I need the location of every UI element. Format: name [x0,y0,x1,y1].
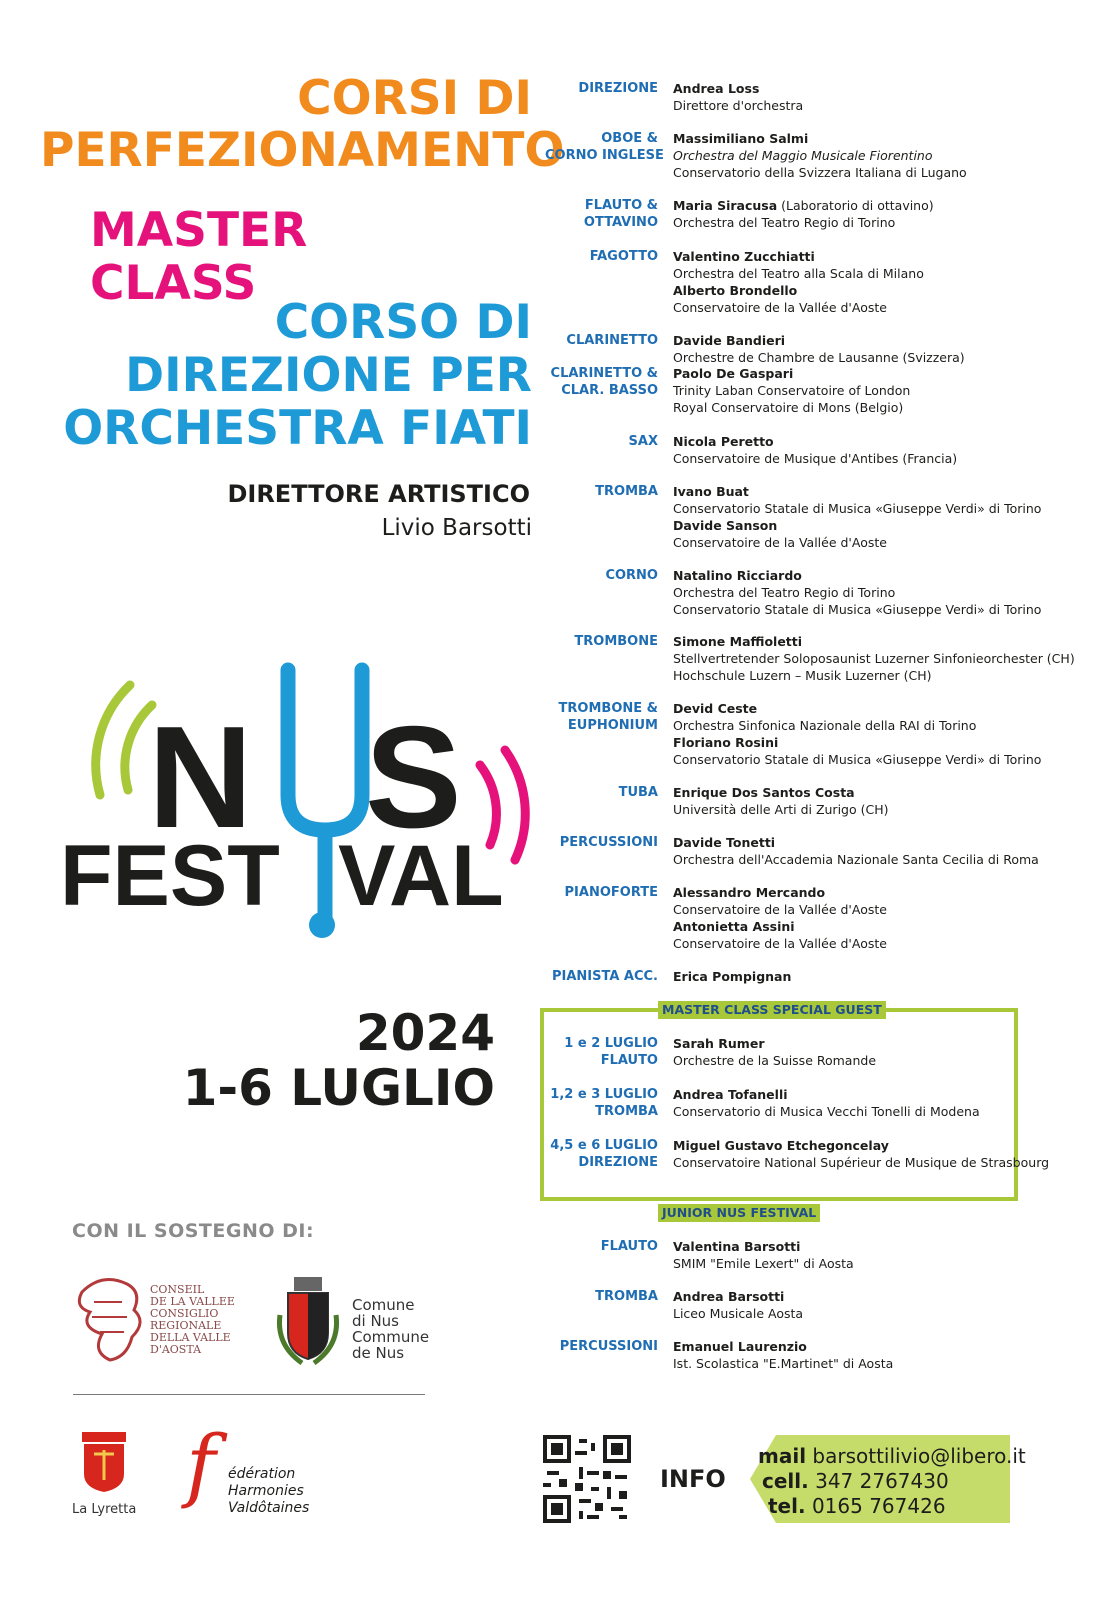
instrument-label: TROMBA [595,1289,658,1304]
teacher-name: Alessandro Mercando [673,885,826,900]
teacher-name: Floriano Rosini [673,735,779,750]
teacher-details [673,1338,1073,1372]
qr-code-icon[interactable] [543,1435,631,1523]
teacher-name: Devid Ceste [673,701,758,716]
master-title-line1: MASTER [90,203,308,258]
teacher-name: Valentina Barsotti [673,1239,801,1254]
teacher-details [673,968,1073,985]
teacher-name: Valentino Zucchiatti [673,249,815,264]
teacher-affiliation: Conservatorio Statale di Musica «Giuseppe Verdi» di Torino [673,752,1042,767]
teacher-affiliation: Orchestra del Maggio Musicale Fiorentino [673,148,933,163]
teacher-details [673,1238,1073,1272]
logo-s: S [365,696,462,858]
teacher-details [673,433,1073,467]
teacher-name: Andrea Loss [673,81,760,96]
teacher-affiliation: Ist. Scolastica "E.Martinet" di Aosta [673,1356,894,1371]
teacher-name: Andrea Tofanelli [673,1087,788,1102]
teacher-details [673,248,1073,316]
teacher-name: Emanuel Laurenzio [673,1339,807,1354]
teacher-details [673,567,1073,618]
teacher-details [673,483,1073,551]
teacher-affiliation: Orchestra del Teatro Regio di Torino [673,585,896,600]
teacher-affiliation: Conservatoire National Supérieur de Musique de Strasbourg [673,1155,1050,1170]
instrument-label: TUBA [618,785,658,800]
teacher-name: Ivano Buat [673,484,749,499]
festival-year: 2024 [355,1004,495,1062]
comune-nus-crest-icon [272,1275,344,1367]
instrument-label: PERCUSSIONI [559,835,658,850]
teacher-affiliation: Orchestra del Teatro Regio di Torino [673,215,896,230]
instrument-label: TROMBONE & EUPHONIUM [558,701,658,733]
teacher-name: Sarah Rumer [673,1036,765,1051]
instrument-label: CORNO [605,568,658,583]
festival-dates: 1-6 LUGLIO [182,1059,495,1117]
corso-title-line2: DIREZIONE PER [125,348,532,403]
teacher-details [673,700,1073,768]
instrument-label: PIANISTA ACC. [551,969,658,984]
teacher-details [673,784,1073,818]
lyretta-crest-icon [80,1430,128,1494]
teacher-name: Andrea Barsotti [673,1289,785,1304]
teacher-affiliation: Conservatorio della Svizzera Italiana di Lugano [673,165,967,180]
teacher-details [673,884,1073,952]
teacher-affiliation: Conservatorio di Musica Vecchi Tonelli di Modena [673,1104,980,1119]
instrument-label: CLARINETTO & CLAR. BASSO [550,366,658,398]
teacher-name: Paolo De Gaspari [673,366,794,381]
instrument-label: PERCUSSIONI [559,1339,658,1354]
logo-n: N [148,696,253,858]
master-title-line2: CLASS [90,256,257,311]
teacher-affiliation: Hochschule Luzern – Musik Luzerner (CH) [673,668,932,683]
teacher-affiliation: Conservatorio Statale di Musica «Giuseppe Verdi» di Torino [673,501,1042,516]
teacher-affiliation: Orchestre de Chambre de Lausanne (Svizzera) [673,350,965,365]
teacher-details [673,1137,1073,1171]
instrument-label: FLAUTO [600,1239,658,1254]
instrument-label: 1,2 e 3 LUGLIO TROMBA [550,1087,658,1119]
teacher-affiliation: Trinity Laban Conservatoire of London [673,383,911,398]
corso-title-line3: ORCHESTRA FIATI [63,401,532,456]
teacher-name: Davide Bandieri [673,333,786,348]
info-mail[interactable]: mail barsottilivio@libero.it [758,1444,1026,1468]
teacher-affiliation: Orchestra dell'Accademia Nazionale Santa Cecilia di Roma [673,852,1039,867]
teacher-name: Enrique Dos Santos Costa [673,785,855,800]
teacher-details [673,365,1073,416]
teacher-name: Antonietta Assini [673,919,795,934]
instrument-label: FAGOTTO [589,249,658,264]
corsi-title-line1: CORSI DI [297,71,532,126]
teacher-name: Nicola Peretto [673,434,774,449]
teacher-name: Natalino Ricciardo [673,568,802,583]
teacher-details [673,332,1073,366]
teacher-details [673,834,1073,868]
corso-title-line1: CORSO DI [274,295,532,350]
direttore-artistico-title: DIRETTORE ARTISTICO [227,480,530,508]
teacher-affiliation: Orchestra Sinfonica Nazionale della RAI di Torino [673,718,977,733]
teacher-affiliation: Università delle Arti di Zurigo (CH) [673,802,889,817]
teacher-name: Massimiliano Salmi [673,131,809,146]
instrument-label: SAX [628,434,658,449]
instrument-label: 1 e 2 LUGLIO FLAUTO [564,1036,658,1068]
special-guest-tag: MASTER CLASS SPECIAL GUEST [658,1001,886,1019]
instrument-label: 4,5 e 6 LUGLIO DIREZIONE [550,1138,658,1170]
federation-f-icon: f [186,1418,216,1511]
instrument-label: CLARINETTO [566,333,658,348]
instrument-label: DIREZIONE [578,81,658,96]
conseil-text: CONSEIL DE LA VALLEE CONSIGLIO REGIONALE DELLA VALLE D'AOSTA [150,1283,235,1356]
teacher-affiliation: Royal Conservatoire di Mons (Belgio) [673,400,904,415]
teacher-affiliation: SMIM "Emile Lexert" di Aosta [673,1256,854,1271]
instrument-label: FLAUTO & OTTAVINO [583,198,658,230]
instrument-label: TROMBA [595,484,658,499]
info-cell[interactable]: cell. 347 2767430 [762,1469,949,1493]
teacher-affiliation: Orchestra del Teatro alla Scala di Milano [673,266,924,281]
teacher-affiliation: Conservatorio Statale di Musica «Giuseppe Verdi» di Torino [673,602,1042,617]
sostegno-heading: CON IL SOSTEGNO DI: [72,1220,315,1242]
teacher-affiliation: Conservatoire de la Vallée d'Aoste [673,535,887,550]
info-title: INFO [660,1465,726,1493]
teacher-name: Alberto Brondello [673,283,798,298]
instrument-label: TROMBONE [574,634,658,649]
instrument-label: OBOE & CORNO INGLESE [545,131,664,163]
teacher-affiliation: Orchestre de la Suisse Romande [673,1053,877,1068]
teacher-name: Maria Siracusa (Laboratorio di ottavino) [673,198,934,213]
logo-val: VAL [338,828,504,924]
teacher-affiliation: Liceo Musicale Aosta [673,1306,804,1321]
logo-graphic [60,655,530,945]
lion-crest-icon [72,1272,152,1364]
teacher-details [673,1288,1073,1322]
instrument-label: PIANOFORTE [564,885,658,900]
support-divider [73,1394,425,1395]
teacher-name: Simone Maffioletti [673,634,803,649]
comune-nus-text: Comune di Nus Commune de Nus [352,1296,430,1362]
teacher-details [673,1035,1073,1069]
direttore-artistico-name: Livio Barsotti [381,515,532,541]
nus-festival-logo [60,655,530,945]
info-tel[interactable]: tel. 0165 767426 [768,1494,946,1518]
teacher-affiliation: Conservatoire de la Vallée d'Aoste [673,902,887,917]
teacher-affiliation: Conservatoire de la Vallée d'Aoste [673,936,887,951]
federation-text: édération Harmonies Valdôtaines [228,1466,310,1516]
corsi-title-line2: PERFEZIONAMENTO [40,123,565,178]
teacher-affiliation: Stellvertretender Soloposaunist Luzerner Sinfonieorchester (CH) [673,651,1075,666]
teacher-details [673,197,1073,231]
teacher-name: Erica Pompignan [673,969,792,984]
teacher-details [673,80,1073,114]
teacher-affiliation: Conservatoire de la Vallée d'Aoste [673,300,887,315]
teacher-affiliation: Direttore d'orchestra [673,98,804,113]
teacher-details [673,633,1073,684]
teacher-name: Davide Tonetti [673,835,776,850]
teacher-name: Davide Sanson [673,518,778,533]
teacher-affiliation: Conservatoire de Musique d'Antibes (Francia) [673,451,958,466]
logo-fest: FEST [60,828,280,924]
teacher-details [673,130,1073,181]
teacher-details [673,1086,1073,1120]
lyretta-label: La Lyretta [72,1502,137,1517]
teacher-name: Miguel Gustavo Etchegoncelay [673,1138,889,1153]
junior-tag: JUNIOR NUS FESTIVAL [658,1204,820,1222]
